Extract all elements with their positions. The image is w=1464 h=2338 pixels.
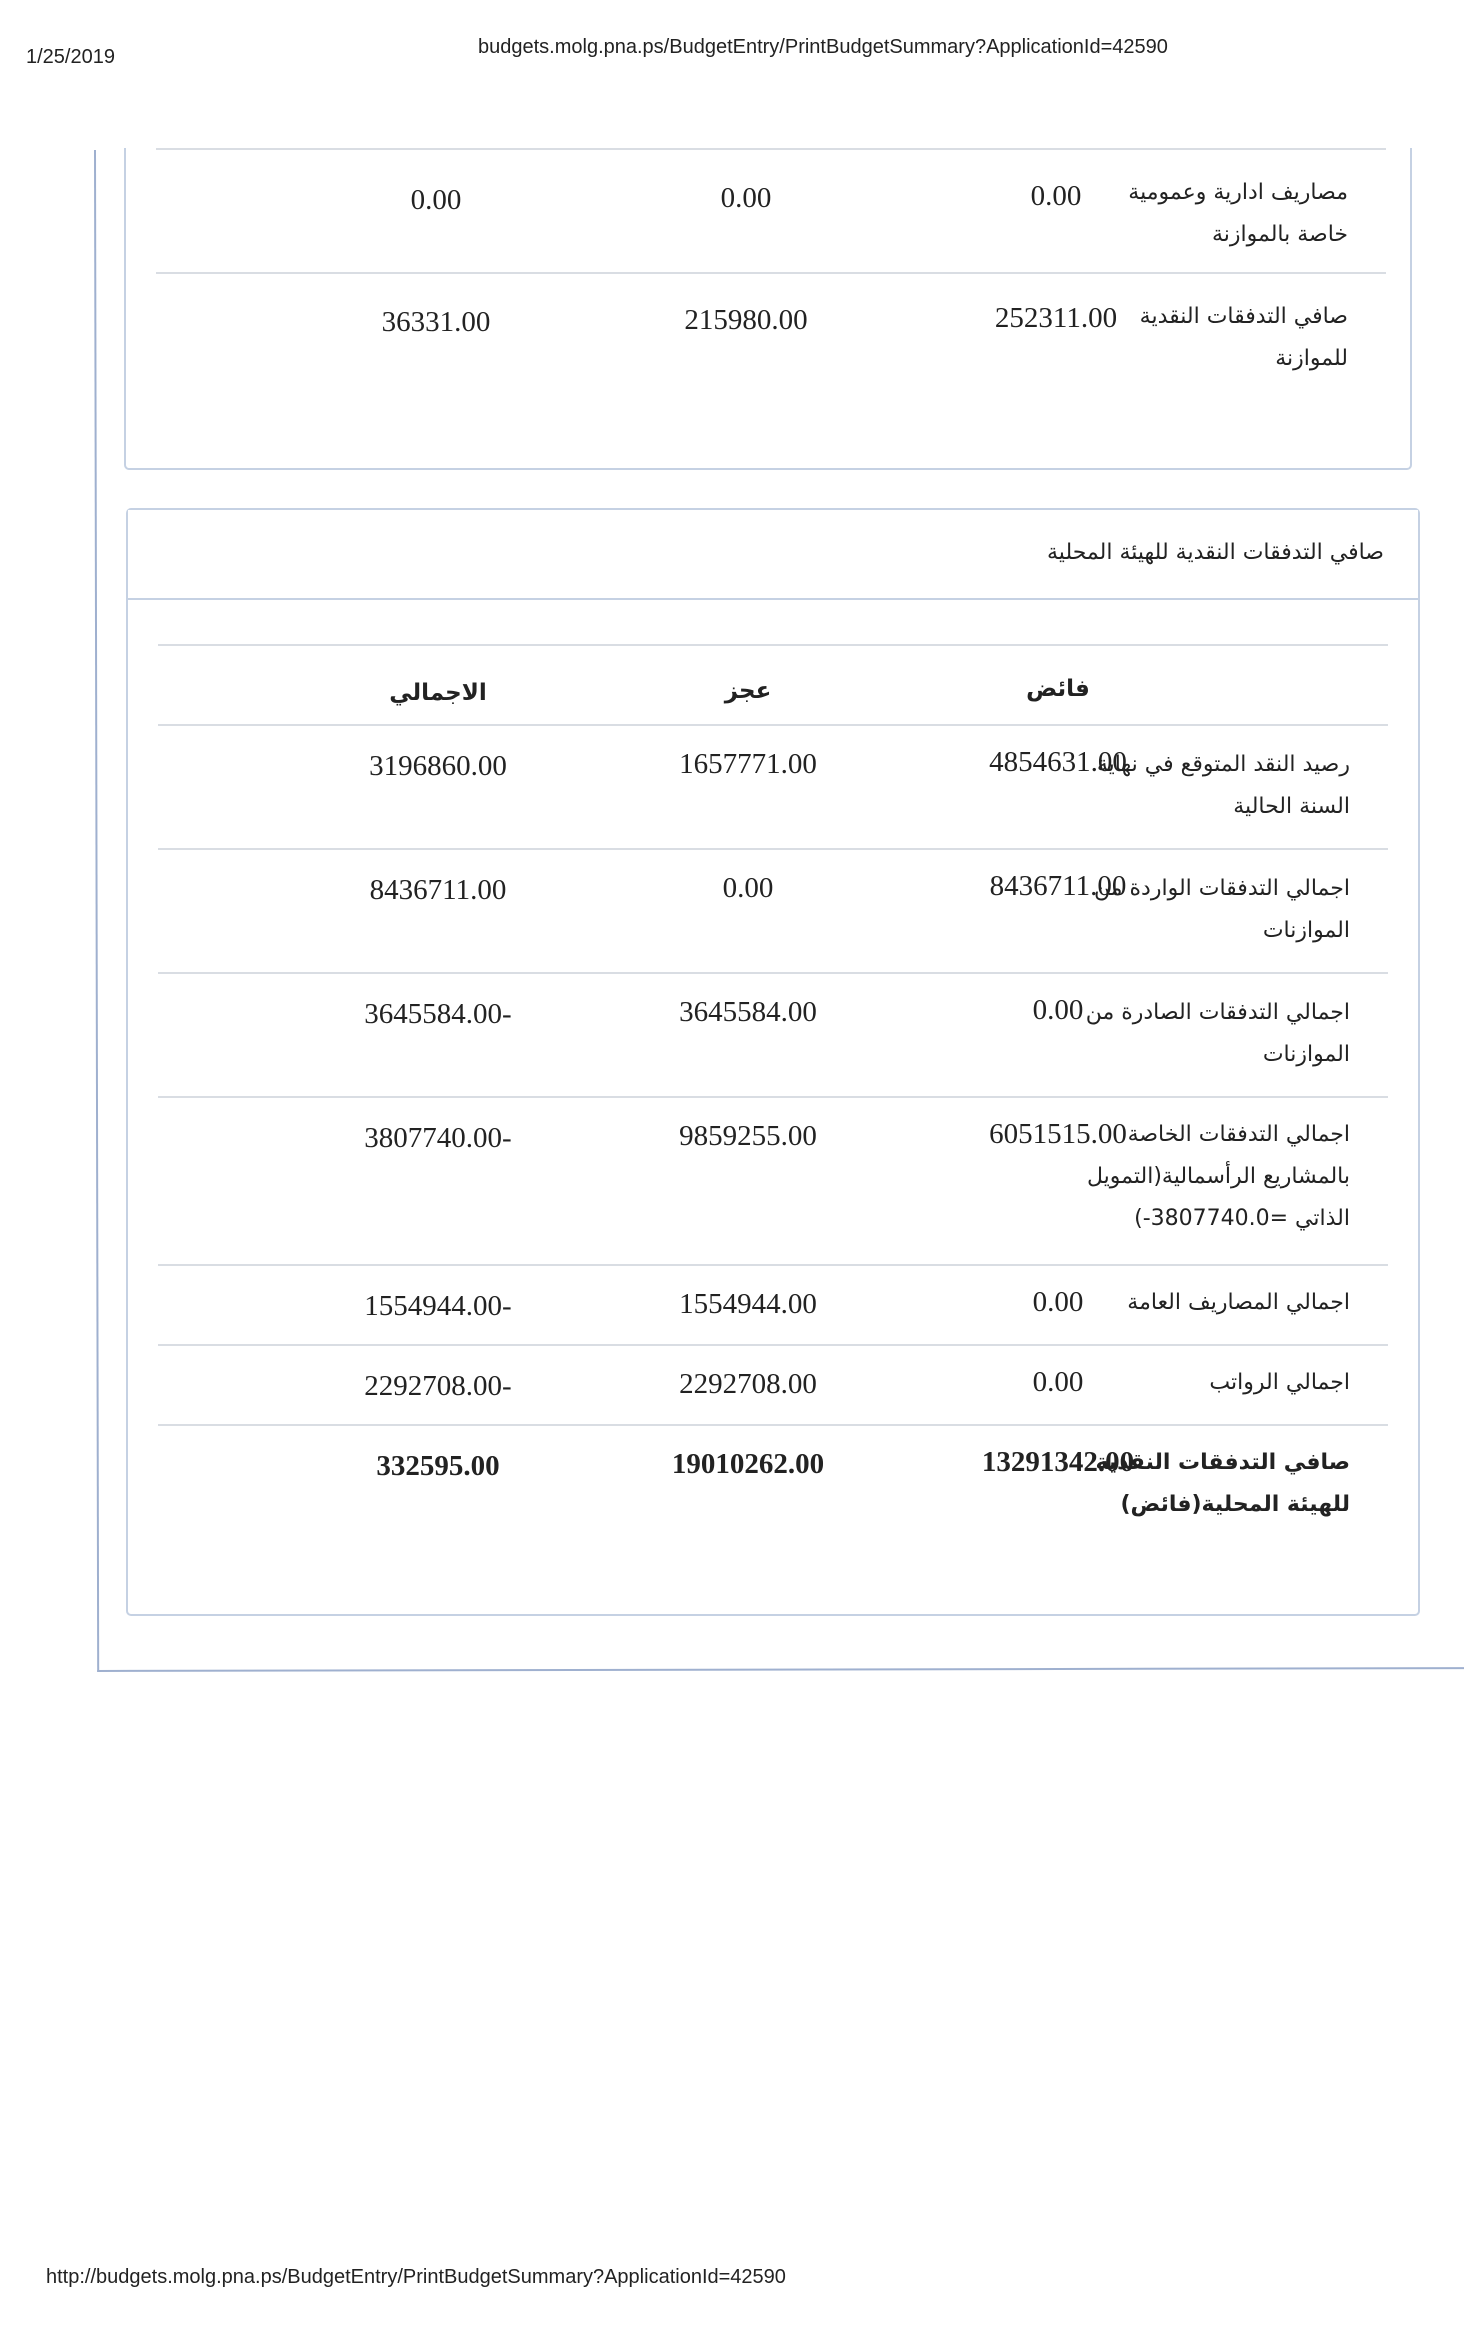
- row-label: اجمالي التدفقات الخاصة بالمشاريع الرأسمالية(التمويل الذاتي =3807740.0-): [1087, 1122, 1350, 1231]
- surplus-value: 4854631.00: [989, 746, 1127, 778]
- total-value: 1554944.00-: [364, 1290, 512, 1322]
- table-row: [158, 1344, 1388, 1426]
- deficit-value: 9859255.00: [679, 1120, 817, 1152]
- total-value: 3196860.00: [369, 750, 507, 782]
- table-row: [158, 724, 1388, 850]
- table-row: [158, 848, 1388, 974]
- print-footer-url: http://budgets.molg.pna.ps/BudgetEntry/PrintBudgetSummary?ApplicationId=42590: [46, 2266, 786, 2288]
- table-row: [158, 1096, 1388, 1266]
- table-row: [158, 1264, 1388, 1346]
- row-label: اجمالي التدفقات الصادرة من الموازنات: [1085, 1000, 1350, 1067]
- surplus-value: 13291342.00: [981, 1446, 1135, 1478]
- budget-cashflow-panel: [124, 148, 1412, 470]
- row-label: صافي التدفقات النقدية للموازنة: [1139, 304, 1348, 371]
- local-authority-cashflow-panel: [126, 508, 1420, 1616]
- deficit-value: 3645584.00: [679, 996, 817, 1028]
- table-header-row: [158, 644, 1388, 726]
- deficit-value: 2292708.00: [679, 1368, 817, 1400]
- deficit-value: 0.00: [722, 872, 774, 904]
- surplus-value: 0.00: [1032, 1366, 1084, 1398]
- row-label: صافي التدفقات النقدية للهيئة المحلية(فائض): [1095, 1450, 1350, 1517]
- total-value: 332595.00: [376, 1450, 500, 1482]
- table-row-summary: [158, 1424, 1388, 1550]
- total-column-header: الاجمالي: [389, 680, 487, 706]
- total-value: 3645584.00-: [364, 998, 512, 1030]
- print-header-url: budgets.molg.pna.ps/BudgetEntry/PrintBudgetSummary?ApplicationId=42590: [478, 36, 1168, 58]
- deficit-column-header: عجز: [724, 678, 772, 704]
- row-label: رصيد النقد المتوقع في نهاية السنة الحالية: [1096, 752, 1350, 819]
- panel-title: صافي التدفقات النقدية للهيئة المحلية: [1047, 540, 1384, 565]
- row-label: مصاريف ادارية وعمومية خاصة بالموازنة: [1128, 180, 1348, 247]
- deficit-value: 1657771.00: [679, 748, 817, 780]
- row-label: اجمالي التدفقات الواردة من الموازنات: [1094, 876, 1350, 943]
- deficit-value: 19010262.00: [671, 1448, 825, 1480]
- deficit-value: 1554944.00: [679, 1288, 817, 1320]
- row-label: اجمالي الرواتب: [1209, 1370, 1350, 1395]
- table-row: [156, 148, 1386, 274]
- surplus-value: 8436711.00: [989, 870, 1127, 902]
- total-value: 8436711.00: [369, 874, 507, 906]
- total-value: 2292708.00-: [364, 1370, 512, 1402]
- surplus-value: 0.00: [1032, 1286, 1084, 1318]
- table-row: [158, 972, 1388, 1098]
- surplus-value: 6051515.00: [989, 1118, 1127, 1150]
- surplus-value: 0.00: [1032, 994, 1084, 1026]
- deficit-value: 215980.00: [684, 304, 808, 336]
- total-value: 3807740.00-: [364, 1122, 512, 1154]
- row-label: اجمالي المصاريف العامة: [1127, 1290, 1350, 1315]
- table-row: [156, 272, 1386, 398]
- surplus-value: 252311.00: [994, 302, 1118, 334]
- total-value: 36331.00: [381, 306, 491, 338]
- surplus-value: 0.00: [1030, 180, 1082, 212]
- panel-heading: [128, 510, 1418, 600]
- deficit-value: 0.00: [720, 182, 772, 214]
- print-date: 1/25/2019: [26, 46, 115, 68]
- total-value: 0.00: [410, 184, 462, 216]
- surplus-column-header: فائض: [1026, 676, 1090, 702]
